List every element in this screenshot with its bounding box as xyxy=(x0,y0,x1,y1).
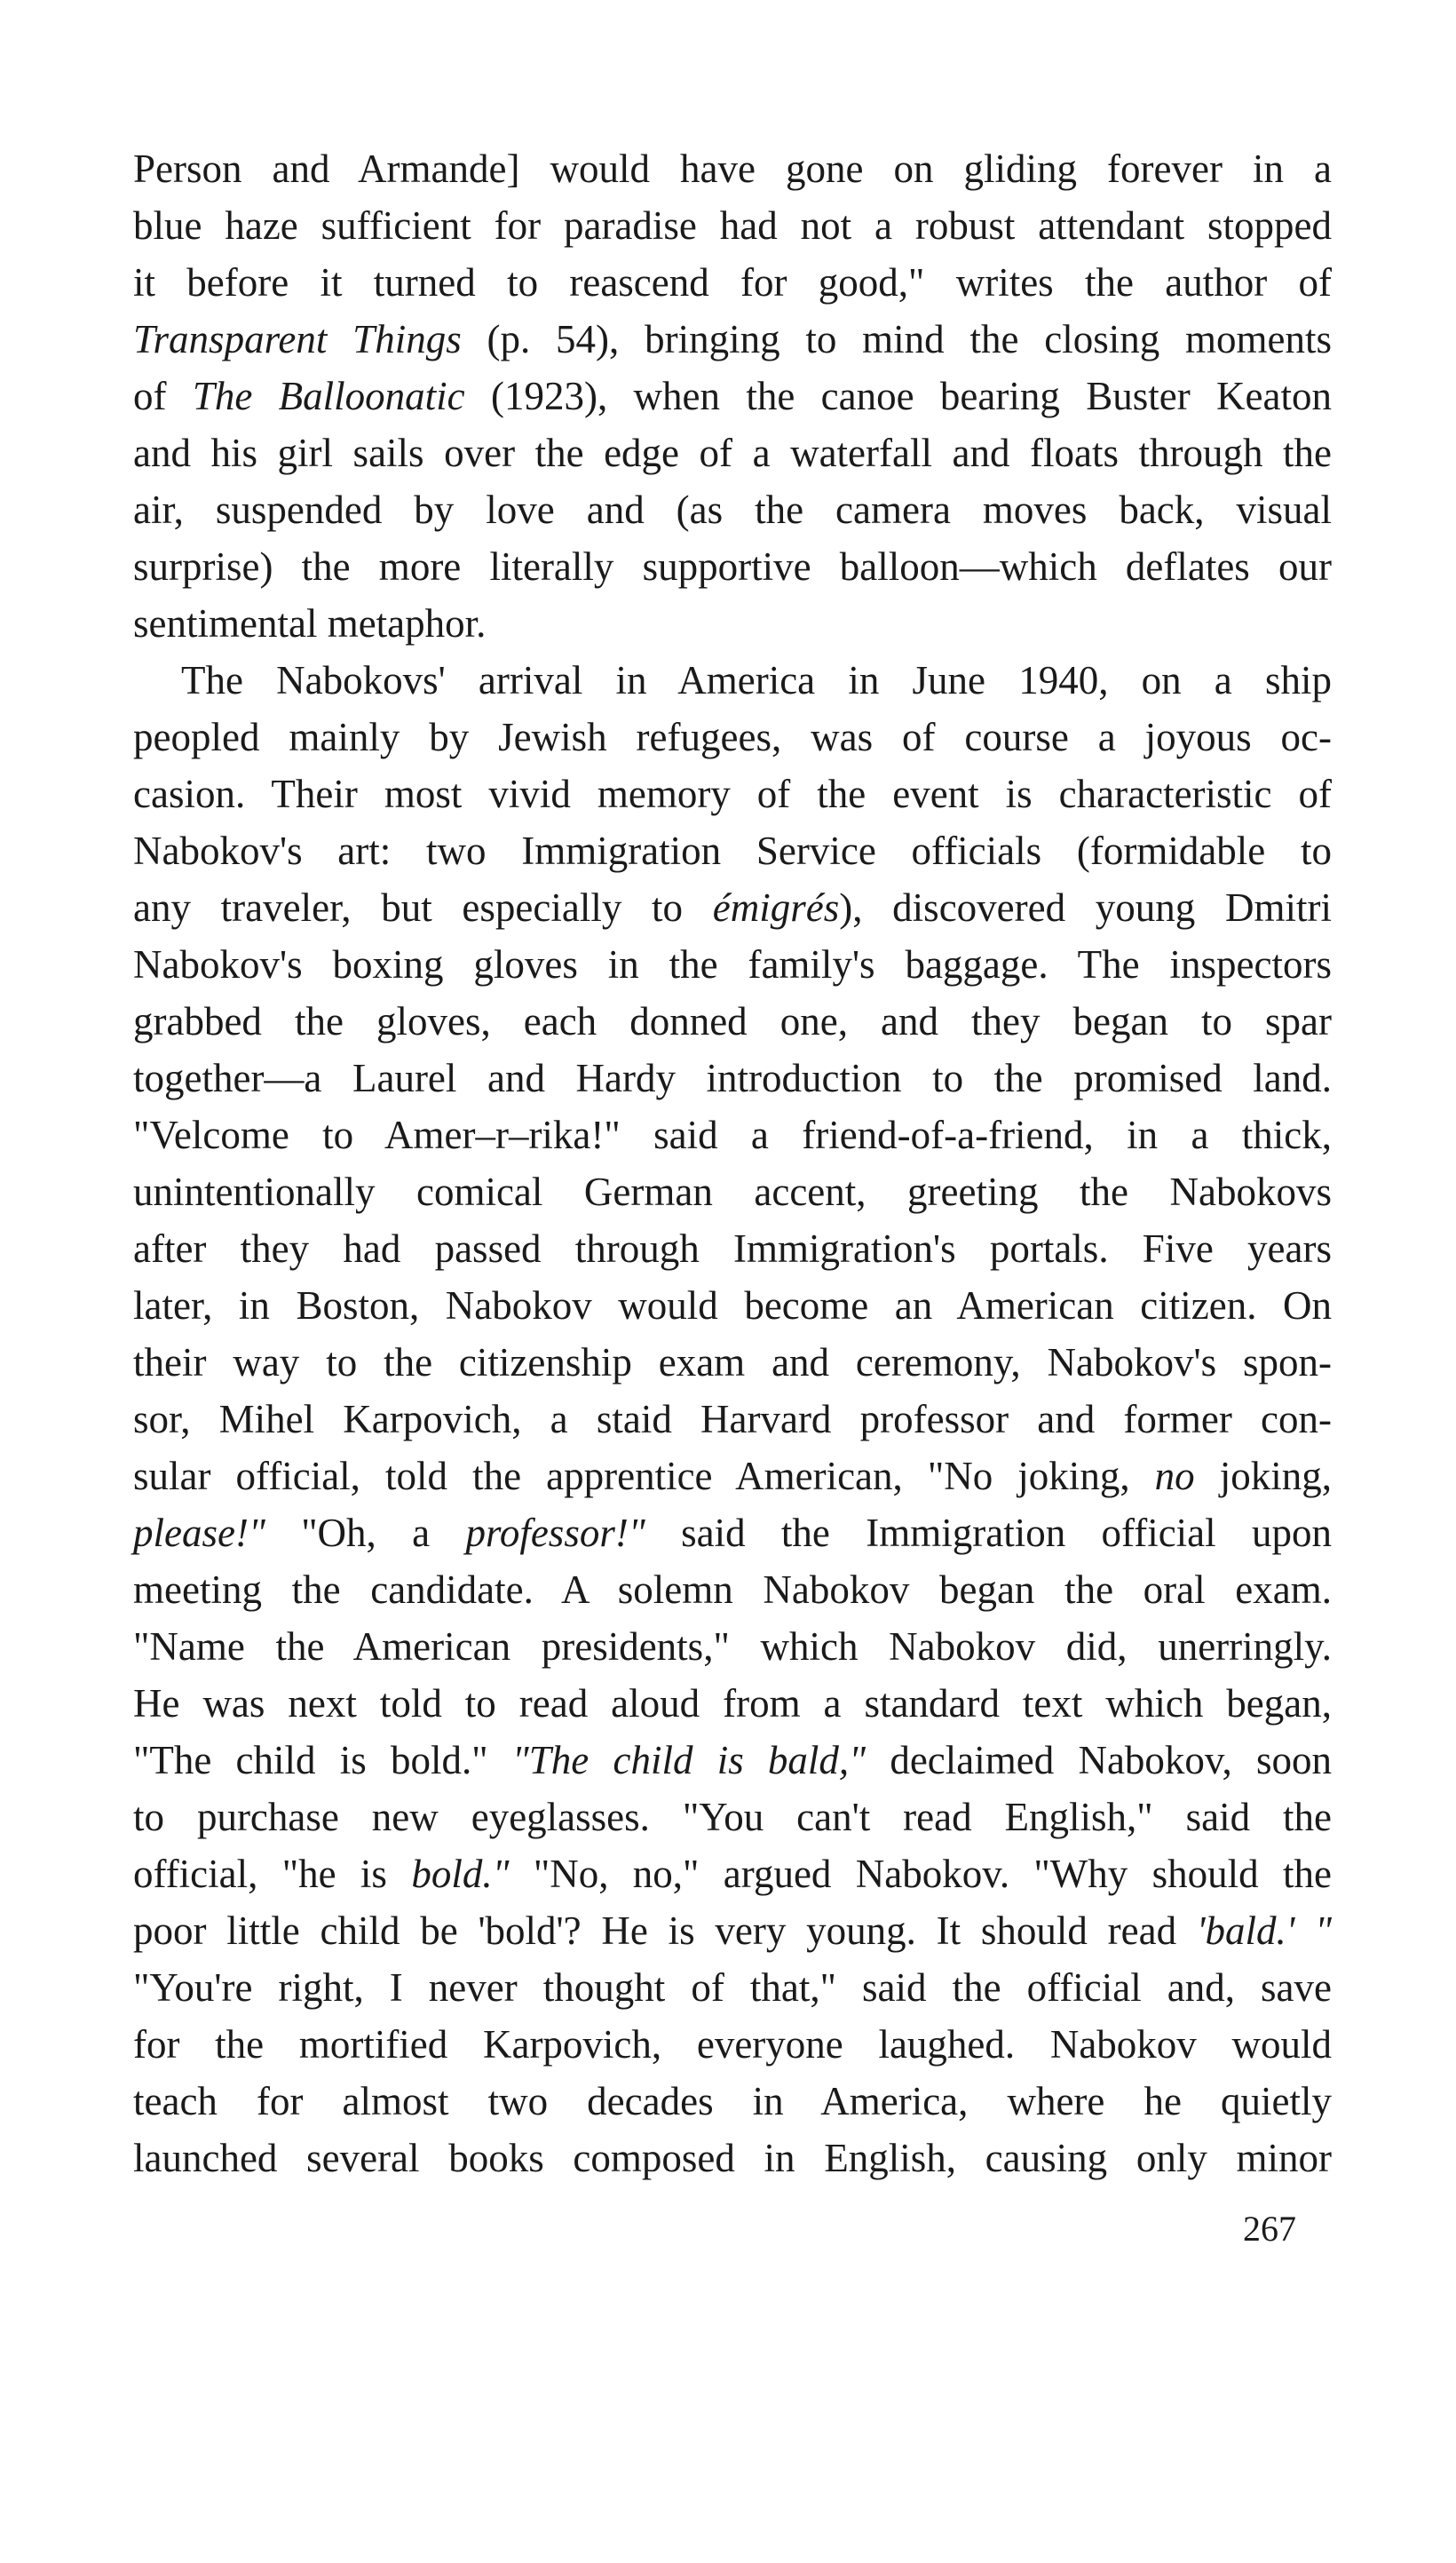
text-line: The Nabokovs' arrival in America in June 1940, on a ship xyxy=(181,658,1332,702)
paragraph-2 xyxy=(133,652,1332,2186)
text-line: blue haze sufficient for paradise had not a robust attendant stopped xyxy=(133,203,1332,248)
text-line: sular official, told the apprentice American, "No joking, no joking, xyxy=(133,1454,1332,1498)
text-line: teach for almost two decades in America, where he quietly xyxy=(133,2079,1332,2123)
text-line: "Name the American presidents," which Nabokov did, unerringly. xyxy=(133,1624,1332,1669)
text-line: meeting the candidate. A solemn Nabokov began the oral exam. xyxy=(133,1567,1332,1612)
text-line: "You're right, I never thought of that," said the official and, save xyxy=(133,1965,1332,2010)
text-line: grabbed the gloves, each donned one, and they began to spar xyxy=(133,999,1332,1043)
text-line: for the mortified Karpovich, everyone laughed. Nabokov would xyxy=(133,2022,1332,2067)
page-number: 267 xyxy=(1243,2209,1296,2249)
text-line: air, suspended by love and (as the camera moves back, visual xyxy=(133,488,1332,532)
text-line: sor, Mihel Karpovich, a staid Harvard professor and former con- xyxy=(133,1397,1332,1441)
text-line: any traveler, but especially to émigrés), discovered young Dmitri xyxy=(133,885,1332,930)
text-line: sentimental metaphor. xyxy=(133,601,487,646)
text-line: Transparent Things (p. 54), bringing to mind the closing moments xyxy=(133,317,1332,361)
text-line: casion. Their most vivid memory of the event is characteristic of xyxy=(133,772,1332,816)
text-line: official, "he is bold." "No, no," argued Nabokov. "Why should the xyxy=(133,1852,1332,1896)
text-line: Nabokov's boxing gloves in the family's baggage. The inspectors xyxy=(133,942,1332,987)
text-line: poor little child be 'bold'? He is very young. It should read 'bald.' " xyxy=(133,1908,1332,1953)
text-line: later, in Boston, Nabokov would become an American citizen. On xyxy=(133,1283,1332,1328)
text-line: surprise) the more literally supportive balloon—which deflates our xyxy=(133,544,1332,589)
text-line: their way to the citizenship exam and ceremony, Nabokov's spon- xyxy=(133,1340,1332,1385)
text-line: Nabokov's art: two Immigration Service officials (formidable to xyxy=(133,829,1332,873)
text-line: to purchase new eyeglasses. "You can't read English," said the xyxy=(133,1795,1332,1839)
text-line: of The Balloonatic (1923), when the canoe bearing Buster Keaton xyxy=(133,374,1332,418)
text-line: after they had passed through Immigration's portals. Five years xyxy=(133,1226,1332,1271)
text-line: peopled mainly by Jewish refugees, was of course a joyous oc- xyxy=(133,715,1332,759)
paragraph-1 xyxy=(133,140,1332,652)
text-line: together—a Laurel and Hardy introduction to the promised land. xyxy=(133,1056,1332,1100)
text-line: Person and Armande] would have gone on gliding forever in a xyxy=(133,147,1332,191)
text-line: it before it turned to reascend for good," writes the author of xyxy=(133,260,1332,305)
text-line: "Velcome to Amer–r–rika!" said a friend-of-a-friend, in a thick, xyxy=(133,1113,1332,1157)
text-line: launched several books composed in English, causing only minor xyxy=(133,2136,1332,2180)
text-line: unintentionally comical German accent, greeting the Nabokovs xyxy=(133,1170,1332,1214)
text-line: and his girl sails over the edge of a waterfall and floats through the xyxy=(133,431,1332,475)
text-line: He was next told to read aloud from a standard text which began, xyxy=(133,1681,1332,1726)
text-line: "The child is bold." "The child is bald," declaimed Nabokov, soon xyxy=(133,1738,1332,1782)
body-text xyxy=(133,140,1332,2186)
text-line: please!" "Oh, a professor!" said the Immigration official upon xyxy=(133,1511,1333,1555)
